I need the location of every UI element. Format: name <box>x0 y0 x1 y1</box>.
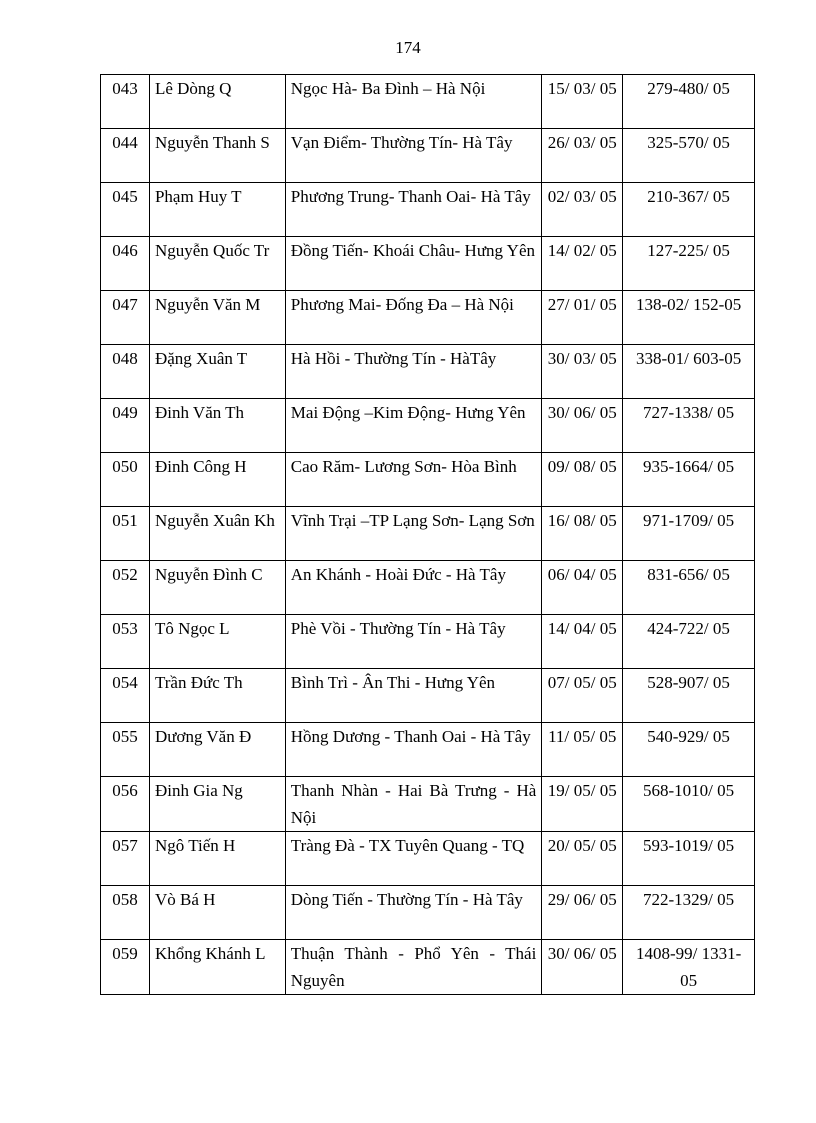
record-code-cell: 971-1709/ 05 <box>623 507 755 561</box>
record-number-cell: 052 <box>101 561 150 615</box>
record-code-cell: 727-1338/ 05 <box>623 399 755 453</box>
table-row <box>101 561 755 615</box>
record-number-cell: 051 <box>101 507 150 561</box>
record-number-cell: 046 <box>101 237 150 291</box>
patient-name-cell: Nguyễn Thanh S <box>149 129 285 183</box>
record-number-cell: 043 <box>101 75 150 129</box>
patient-name-cell: Trần Đức Th <box>149 669 285 723</box>
date-cell: 02/ 03/ 05 <box>542 183 623 237</box>
record-code-cell: 1408-99/ 1331-05 <box>623 940 755 995</box>
record-number-cell: 048 <box>101 345 150 399</box>
record-number-cell: 044 <box>101 129 150 183</box>
record-number-cell: 056 <box>101 777 150 832</box>
table-row <box>101 886 755 940</box>
address-cell: Đồng Tiến- Khoái Châu- Hưng Yên <box>285 237 542 291</box>
record-code-cell: 722-1329/ 05 <box>623 886 755 940</box>
date-cell: 09/ 08/ 05 <box>542 453 623 507</box>
address-cell: Cao Răm- Lương Sơn- Hòa Bình <box>285 453 542 507</box>
address-cell: Bình Trì - Ân Thi - Hưng Yên <box>285 669 542 723</box>
address-cell: Dòng Tiến - Thường Tín - Hà Tây <box>285 886 542 940</box>
address-cell: Phương Trung- Thanh Oai- Hà Tây <box>285 183 542 237</box>
record-code-cell: 593-1019/ 05 <box>623 832 755 886</box>
record-code-cell: 935-1664/ 05 <box>623 453 755 507</box>
record-code-cell: 528-907/ 05 <box>623 669 755 723</box>
date-cell: 20/ 05/ 05 <box>542 832 623 886</box>
record-code-cell: 568-1010/ 05 <box>623 777 755 832</box>
record-number-cell: 058 <box>101 886 150 940</box>
patient-name-cell: Lê Dòng Q <box>149 75 285 129</box>
date-cell: 27/ 01/ 05 <box>542 291 623 345</box>
address-cell: Thuận Thành - Phổ Yên - Thái Nguyên <box>285 940 542 995</box>
record-number-cell: 055 <box>101 723 150 777</box>
table-row <box>101 723 755 777</box>
address-cell: An Khánh - Hoài Đức - Hà Tây <box>285 561 542 615</box>
table-row <box>101 75 755 129</box>
date-cell: 06/ 04/ 05 <box>542 561 623 615</box>
record-code-cell: 210-367/ 05 <box>623 183 755 237</box>
table-row <box>101 507 755 561</box>
patient-name-cell: Dương Văn Đ <box>149 723 285 777</box>
record-number-cell: 047 <box>101 291 150 345</box>
date-cell: 16/ 08/ 05 <box>542 507 623 561</box>
date-cell: 14/ 02/ 05 <box>542 237 623 291</box>
address-cell: Vĩnh Trại –TP Lạng Sơn- Lạng Sơn <box>285 507 542 561</box>
date-cell: 30/ 06/ 05 <box>542 940 623 995</box>
record-code-cell: 540-929/ 05 <box>623 723 755 777</box>
patient-name-cell: Phạm Huy T <box>149 183 285 237</box>
date-cell: 19/ 05/ 05 <box>542 777 623 832</box>
date-cell: 26/ 03/ 05 <box>542 129 623 183</box>
date-cell: 29/ 06/ 05 <box>542 886 623 940</box>
table-row <box>101 129 755 183</box>
address-cell: Thanh Nhàn - Hai Bà Trưng - Hà Nội <box>285 777 542 832</box>
address-cell: Ngọc Hà- Ba Đình – Hà Nội <box>285 75 542 129</box>
record-number-cell: 059 <box>101 940 150 995</box>
patient-name-cell: Tô Ngọc L <box>149 615 285 669</box>
patient-name-cell: Nguyễn Quốc Tr <box>149 237 285 291</box>
table-row <box>101 777 755 832</box>
patient-name-cell: Đinh Gia Ng <box>149 777 285 832</box>
address-cell: Hà Hồi - Thường Tín - HàTây <box>285 345 542 399</box>
patient-name-cell: Khổng Khánh L <box>149 940 285 995</box>
date-cell: 30/ 06/ 05 <box>542 399 623 453</box>
record-code-cell: 338-01/ 603-05 <box>623 345 755 399</box>
address-cell: Tràng Đà - TX Tuyên Quang - TQ <box>285 832 542 886</box>
record-number-cell: 054 <box>101 669 150 723</box>
table-row <box>101 183 755 237</box>
date-cell: 11/ 05/ 05 <box>542 723 623 777</box>
patient-name-cell: Nguyễn Xuân Kh <box>149 507 285 561</box>
page-number: 174 <box>395 38 421 57</box>
record-number-cell: 050 <box>101 453 150 507</box>
address-cell: Phương Mai- Đống Đa – Hà Nội <box>285 291 542 345</box>
record-number-cell: 045 <box>101 183 150 237</box>
table-row <box>101 237 755 291</box>
record-number-cell: 057 <box>101 832 150 886</box>
record-code-cell: 325-570/ 05 <box>623 129 755 183</box>
table-row <box>101 940 755 995</box>
address-cell: Vạn Điểm- Thường Tín- Hà Tây <box>285 129 542 183</box>
address-cell: Phè Vồi - Thường Tín - Hà Tây <box>285 615 542 669</box>
table-row <box>101 832 755 886</box>
table-row <box>101 291 755 345</box>
record-code-cell: 279-480/ 05 <box>623 75 755 129</box>
table-row <box>101 615 755 669</box>
patient-name-cell: Đinh Văn Th <box>149 399 285 453</box>
record-number-cell: 049 <box>101 399 150 453</box>
record-code-cell: 127-225/ 05 <box>623 237 755 291</box>
patient-name-cell: Ngô Tiến H <box>149 832 285 886</box>
table-row <box>101 399 755 453</box>
records-table-body <box>101 75 755 995</box>
patient-name-cell: Vò Bá H <box>149 886 285 940</box>
date-cell: 15/ 03/ 05 <box>542 75 623 129</box>
record-code-cell: 424-722/ 05 <box>623 615 755 669</box>
patient-name-cell: Nguyễn Văn M <box>149 291 285 345</box>
date-cell: 30/ 03/ 05 <box>542 345 623 399</box>
table-row <box>101 345 755 399</box>
patient-name-cell: Đặng Xuân T <box>149 345 285 399</box>
record-code-cell: 138-02/ 152-05 <box>623 291 755 345</box>
patient-name-cell: Đinh Công H <box>149 453 285 507</box>
record-number-cell: 053 <box>101 615 150 669</box>
record-code-cell: 831-656/ 05 <box>623 561 755 615</box>
date-cell: 07/ 05/ 05 <box>542 669 623 723</box>
address-cell: Hồng Dương - Thanh Oai - Hà Tây <box>285 723 542 777</box>
date-cell: 14/ 04/ 05 <box>542 615 623 669</box>
patient-name-cell: Nguyễn Đình C <box>149 561 285 615</box>
records-table <box>100 74 755 995</box>
table-row <box>101 453 755 507</box>
address-cell: Mai Động –Kim Động- Hưng Yên <box>285 399 542 453</box>
table-row <box>101 669 755 723</box>
